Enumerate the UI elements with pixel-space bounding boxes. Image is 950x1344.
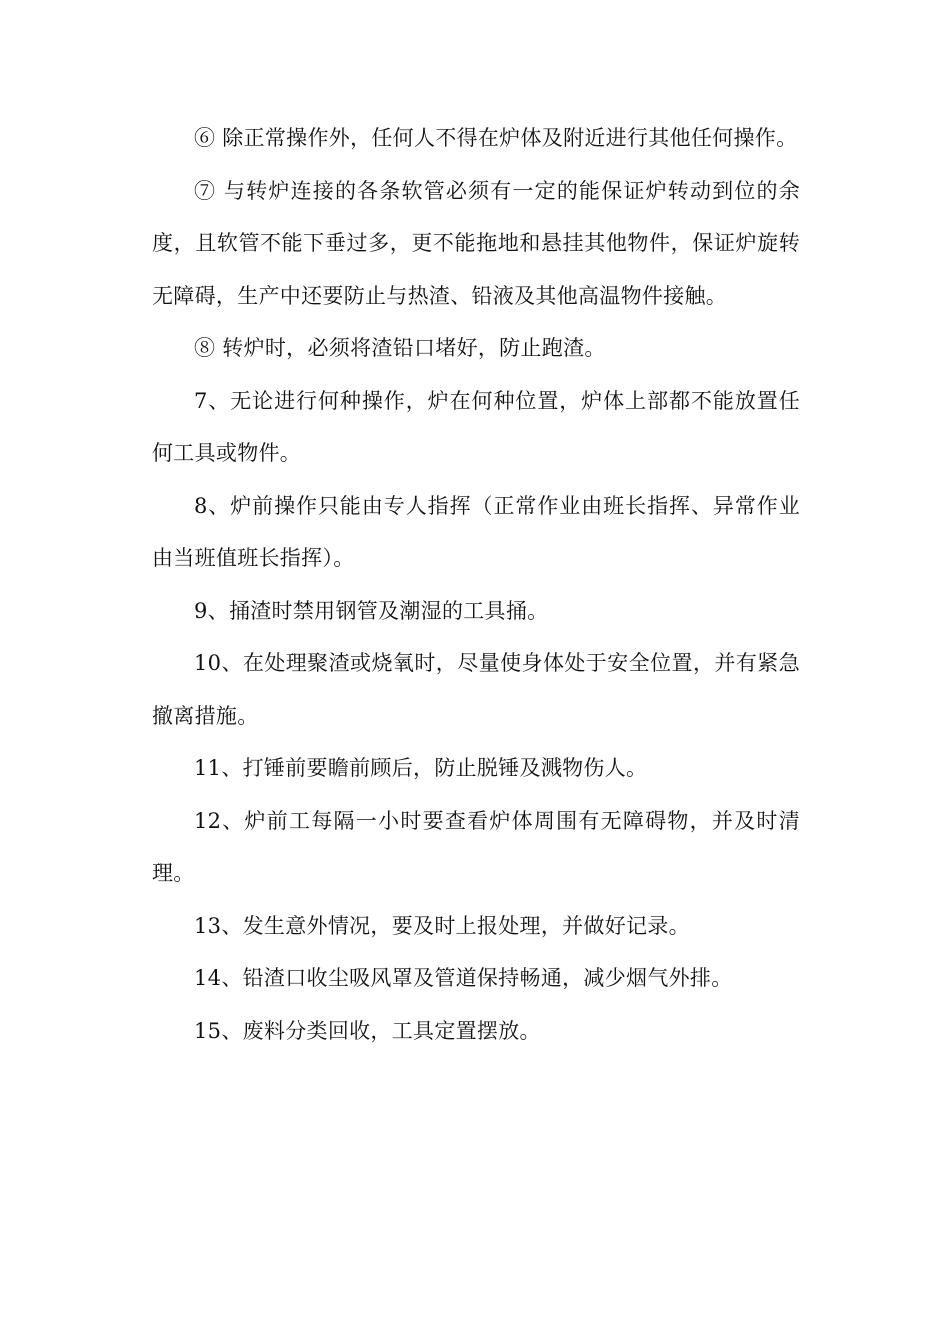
paragraph-rule-13: 13、发生意外情况，要及时上报处理，并做好记录。 <box>194 913 690 938</box>
document-body <box>152 112 800 1057</box>
paragraph-rule-12: 12、炉前工每隔一小时要查看炉体周围有无障碍物，并及时清理。 <box>152 808 800 885</box>
paragraph-item-7: ⑦ 与转炉连接的各条软管必须有一定的能保证炉转动到位的余度，且软管不能下垂过多，更不能拖地和悬挂其他物件，保证炉旋转无障碍，生产中还要防止与热渣、铅液及其他高温物件接触。 <box>152 178 800 308</box>
paragraph-rule-7: 7、无论进行何种操作，炉在何种位置，炉体上部都不能放置任何工具或物件。 <box>152 388 800 465</box>
paragraph-rule-14: 14、铅渣口收尘吸风罩及管道保持畅通，减少烟气外排。 <box>194 966 733 990</box>
paragraph-rule-8: 8、炉前操作只能由专人指挥（正常作业由班长指挥、异常作业由当班值班长指挥）。 <box>152 493 800 570</box>
paragraph-item-8: ⑧ 转炉时，必须将渣铅口堵好，防止跑渣。 <box>194 336 606 360</box>
paragraph-rule-11: 11、打锤前要瞻前顾后，防止脱锤及溅物伤人。 <box>194 756 648 780</box>
paragraph-rule-9: 9、捅渣时禁用钢管及潮湿的工具捅。 <box>194 598 549 623</box>
paragraph-rule-15: 15、废料分类回收，工具定置摆放。 <box>194 1018 541 1043</box>
paragraph-item-6: ⑥ 除正常操作外，任何人不得在炉体及附近进行其他任何操作。 <box>194 126 798 150</box>
paragraph-rule-10: 10、在处理聚渣或烧氧时，尽量使身体处于安全位置，并有紧急撤离措施。 <box>152 651 800 728</box>
